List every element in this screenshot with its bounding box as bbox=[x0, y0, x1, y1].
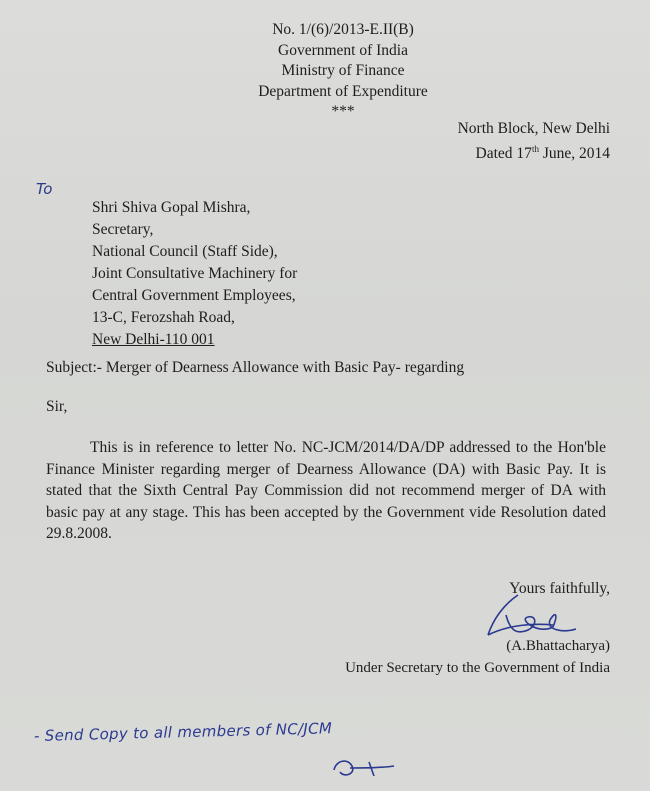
to-label: To bbox=[36, 180, 53, 198]
ministry-name: Ministry of Finance bbox=[281, 62, 405, 79]
addressee-line: Joint Consultative Machinery for bbox=[92, 265, 298, 282]
addressee-line: New Delhi-110 001 bbox=[92, 331, 215, 348]
letterhead bbox=[0, 20, 650, 123]
subject-line: Subject:- Merger of Dearness Allowance with Basic Pay- regarding bbox=[46, 359, 465, 376]
place: North Block, New Delhi bbox=[457, 120, 610, 137]
header-separator: *** bbox=[331, 103, 355, 120]
handwritten-note: - Send Copy to all members of NC/JCM bbox=[33, 719, 333, 745]
addressee-block bbox=[92, 197, 297, 351]
addressee-line: Shri Shiva Gopal Mishra, bbox=[92, 199, 251, 216]
signatory-designation: Under Secretary to the Government of India bbox=[345, 660, 610, 676]
addressee-line: Secretary, bbox=[92, 221, 154, 238]
handwritten-initials bbox=[14, 712, 434, 782]
place-date-block bbox=[458, 118, 610, 164]
addressee-line: National Council (Staff Side), bbox=[92, 243, 278, 260]
date: Dated 17th June, 2014 bbox=[475, 144, 610, 163]
salutation: Sir, bbox=[46, 398, 68, 415]
department-name: Department of Expenditure bbox=[258, 82, 428, 100]
body-paragraph: This is in reference to letter No. NC-JCM/2014/DA/DP addressed to the Hon'ble Finance Minister regarding merger of Dearness Allowance (DA) with Basic Pay. It is stated that the Sixth Central Pay Commission did not recommend merger of DA with basic pay at any stage. This has been accepted by the Government vide Resolution dated 29.8.2008. bbox=[46, 439, 606, 542]
closing: Yours faithfully, bbox=[509, 580, 610, 597]
government-name: Government of India bbox=[278, 41, 408, 59]
addressee-line: Central Government Employees, bbox=[92, 287, 296, 304]
signatory-name: (A.Bhattacharya) bbox=[506, 638, 610, 654]
file-number: No. 1/(6)/2013-E.II(B) bbox=[272, 21, 414, 38]
addressee-line: 13-C, Ferozshah Road, bbox=[92, 309, 235, 326]
